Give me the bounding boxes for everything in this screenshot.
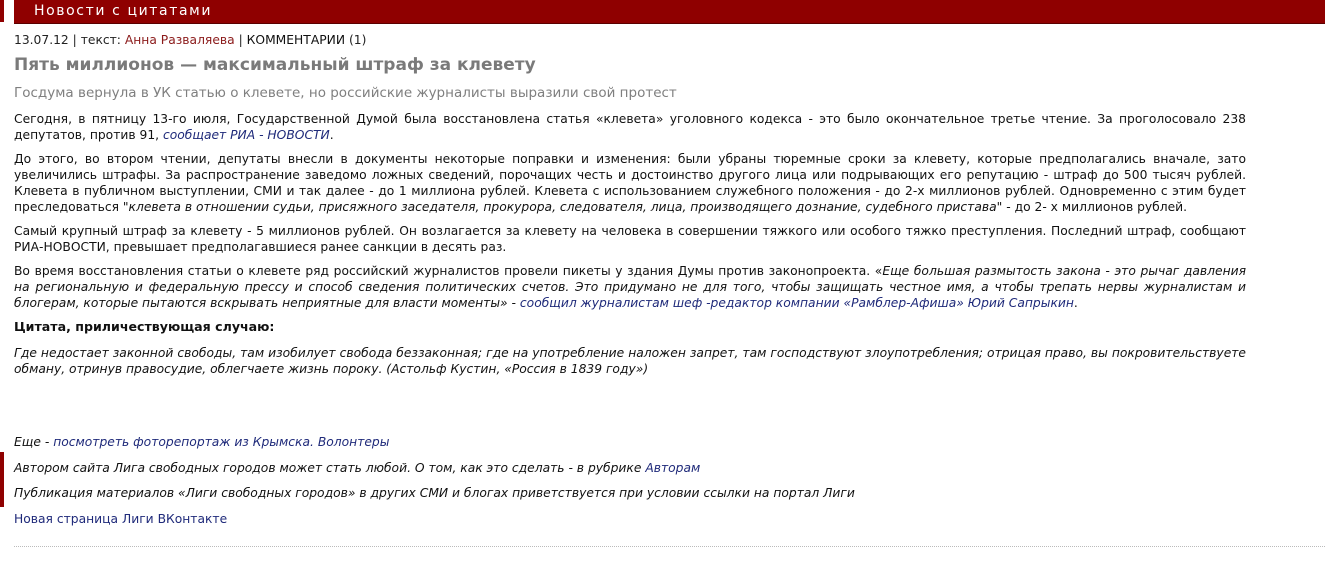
footer-divider: [14, 546, 1325, 547]
comments-count: (1): [345, 33, 367, 47]
vk-page-link[interactable]: Новая страница Лиги ВКонтакте: [14, 511, 228, 526]
quote-heading: Цитата, приличествующая случаю:: [14, 319, 275, 334]
article: [14, 32, 1246, 377]
authors-text: Автором сайта Лига свободных городов может стать любой. О том, как это сделать - в рубрике: [14, 460, 646, 475]
meta-separator: | текст:: [68, 33, 125, 47]
author-link[interactable]: Анна Разваляева: [124, 33, 235, 47]
more-line: [14, 434, 1246, 460]
article-title: Пять миллионов — максимальный штраф за клевету: [14, 55, 536, 75]
publication-notice: Публикация материалов «Лиги свободных городов» в других СМИ и блогах приветствуется при условии ссылки на портал Лиги: [14, 486, 855, 500]
section-header-bar: [14, 0, 1325, 24]
paragraph-text: До этого, во втором чтении, депутаты внесли в документы некоторые поправки и изменения: были убраны тюремные сроки за клевету, которые предполагались вначале, зато увеличились штрафы. За распространение заведомо ложных сведений, порочащих честь и достоинство другого лица или подрывающих его репутацию - штраф до 500 тысяч рублей. Клевета в публичном выступлении, СМИ и так далее - до 1 миллиона рублей. Клевета с использованием служебного положения - до 2-х миллионов рублей. Одновременно с этим будет преследоваться: [14, 152, 1246, 214]
article-date: 13.07.12: [14, 33, 69, 47]
paragraph-4: [14, 263, 1246, 311]
left-edge-marks: [0, 0, 4, 564]
more-prefix: Еще -: [14, 435, 54, 449]
paragraph-text: .: [1073, 296, 1078, 310]
paragraph-text: -: [507, 296, 520, 310]
paragraph-text: Во время восстановления статьи о клевете ряд российский журналистов провели пикеты у здания Думы против законопроекта. «: [14, 264, 883, 278]
section-title: Новости с цитатами: [34, 3, 213, 19]
paragraph-2: [14, 151, 1246, 215]
left-edge-mark: [0, 0, 4, 22]
paragraph-3: Самый крупный штраф за клевету - 5 миллионов рублей. Он возлагается за клевету на человека в совершении тяжкого или особого тяжко преступления. Последний штраф, сообщают РИА-НОВОСТИ, превышает предполагавшиеся ранее санкции в десять раз.: [14, 224, 1246, 254]
paragraph-1: [14, 111, 1246, 143]
photo-report-link[interactable]: посмотреть фоторепортаж из Крымска. Волонтеры: [53, 435, 390, 449]
paragraph-text: .: [329, 128, 334, 142]
ria-news-link[interactable]: сообщает РИА - НОВОСТИ: [162, 128, 330, 142]
paragraph-italic-text: Еще большая размытость закона - это рычаг давления на региональную и федеральную прессу и способ сведения политических счетов. Это придумано не для того, чтобы защищать честное имя, а чтобы трепать нервы журналистам и блогерам, которые пытаются вскрывать неприятные для власти моменты»: [14, 264, 1247, 310]
authors-line: [14, 460, 1246, 486]
paragraph-italic-text: "клевета в отношении судьи, присяжного заседателя, прокурора, следователя, лица, производящего дознание, судебного пристава": [122, 200, 1003, 214]
paragraph-text: Сегодня, в пятницу 13-го июля, Государственной Думой была восстановлена статья «клевета» уголовного кодекса - это было окончательное третье чтение. За проголосовало 238 депутатов, против 91,: [14, 112, 1246, 142]
article-footer: [14, 434, 1246, 536]
vk-line: [14, 511, 1246, 537]
authors-link[interactable]: Авторам: [645, 460, 701, 475]
saprykin-quote-link[interactable]: сообщил журналистам шеф -редактор компании «Рамблер-Афиша» Юрий Сапрыкин: [519, 296, 1074, 310]
article-subtitle: Госдума вернула в УК статью о клевете, но российские журналисты выразили свой протест: [14, 85, 677, 101]
left-edge-mark: [0, 452, 4, 507]
comments-link[interactable]: КОММЕНТАРИИ: [246, 33, 346, 47]
paragraph-text: - до 2- х миллионов рублей.: [1002, 200, 1188, 214]
quote-text: Где недостает законной свободы, там изобилует свобода беззаконная; где на употребление наложен запрет, там господствуют злоупотребления; отрицая право, вы покровительствуете обману, отринув правосудие, облегчаете жизнь пороку. (Астольф Кустин, «Россия в 1839 году»): [14, 346, 1246, 376]
meta-separator: |: [234, 33, 247, 47]
article-meta: [14, 32, 1246, 48]
